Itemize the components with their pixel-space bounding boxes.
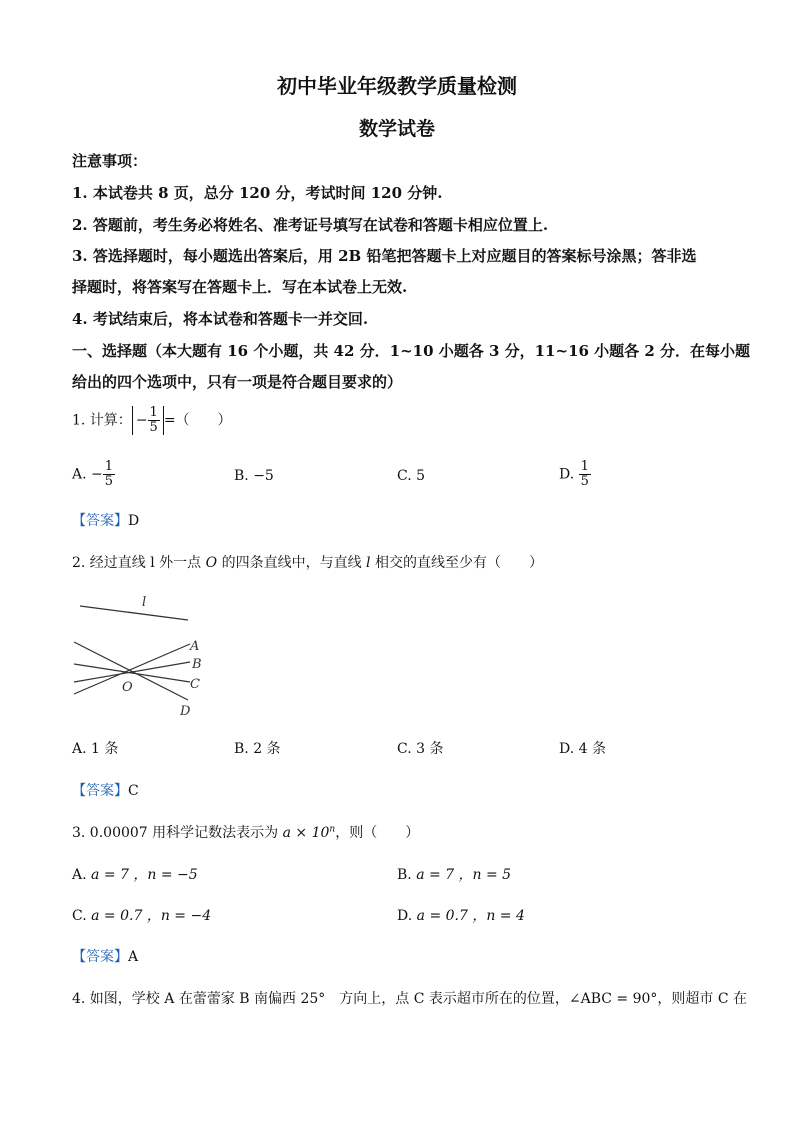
q1-option-b: B. −5 (234, 468, 274, 484)
label-d: D (180, 704, 191, 719)
q1-option-d: D. $\frac{1}{5}$ (559, 459, 589, 489)
q1-answer: 【答案】D (72, 513, 140, 529)
q3-option-d: D. a = 0.7 ，n = 4 (397, 908, 525, 924)
exam-subtitle: 数学试卷 (358, 118, 435, 140)
question-3: 3. 0.00007 用科学记数法表示为 $a \times 10^n$，则（ ） (72, 824, 420, 841)
q2-answer: 【答案】C (72, 783, 139, 799)
q1-option-c: C. 5 (397, 468, 426, 484)
note-item: 1. 本试卷共 8 页，总分 120 分，考试时间 120 分钟. (72, 184, 443, 202)
label-a: A (190, 639, 200, 654)
note-item: 3. 答选择题时，每小题选出答案后，用 2B 铅笔把答题卡上对应题目的答案标号涂黑；答非选 (72, 247, 697, 265)
question-1 (72, 406, 232, 435)
note-item: 4. 考试结束后，将本试卷和答题卡一并交回. (72, 310, 369, 328)
q2-option-d: D. 4 条 (559, 741, 606, 757)
q2-option-b: B. 2 条 (234, 741, 281, 757)
section-heading-cont: 给出的四个选项中，只有一项是符合题目要求的） (72, 373, 403, 391)
question-4: 4. 如图，学校 A 在蕾蕾家 B 南偏西 25° 方向上，点 C 表示超市所在的位置，∠ABC = 90°，则超市 C 在 (72, 991, 748, 1007)
label-l: l (142, 595, 147, 610)
q3-option-c: C. a = 0.7 ，n = −4 (72, 908, 212, 924)
q1-option-a: A. − $\frac{1}{5}$ (72, 459, 114, 489)
exam-title: 初中毕业年级教学质量检测 (277, 74, 517, 98)
note-item: 择题时，将答案写在答题卡上．写在本试卷上无效. (72, 278, 408, 296)
abs-value: − $\frac{1}{5}$ (132, 406, 164, 435)
question-2: 2. 经过直线 l 外一点 O 的四条直线中，与直线 l 相交的直线至少有（ ） (72, 555, 543, 571)
label-b: B (192, 657, 202, 672)
q3-answer: 【答案】A (72, 949, 139, 965)
lines-figure (70, 592, 220, 722)
q3-option-a: A. a = 7 ，n = −5 (72, 867, 198, 883)
line-l (80, 606, 188, 620)
q1-prefix: 1. 计算： (72, 412, 132, 429)
q1-suffix: =（ ） (163, 412, 232, 429)
notes-heading: 注意事项： (72, 152, 148, 170)
q2-option-a: A. 1 条 (72, 741, 119, 757)
label-c: C (190, 677, 200, 692)
fraction: $\frac{1}{5}$ (149, 405, 158, 435)
note-item: 2. 答题前，考生务必将姓名、准考证号填写在试卷和答题卡相应位置上. (72, 216, 549, 234)
section-heading: 一、选择题（本大题有 16 个小题，共 42 分．1~10 小题各 3 分，11~16 小题各 2 分．在每小题 (72, 342, 751, 360)
label-o: O (122, 680, 133, 695)
q2-option-c: C. 3 条 (397, 741, 444, 757)
q3-option-b: B. a = 7 ，n = 5 (397, 867, 512, 883)
